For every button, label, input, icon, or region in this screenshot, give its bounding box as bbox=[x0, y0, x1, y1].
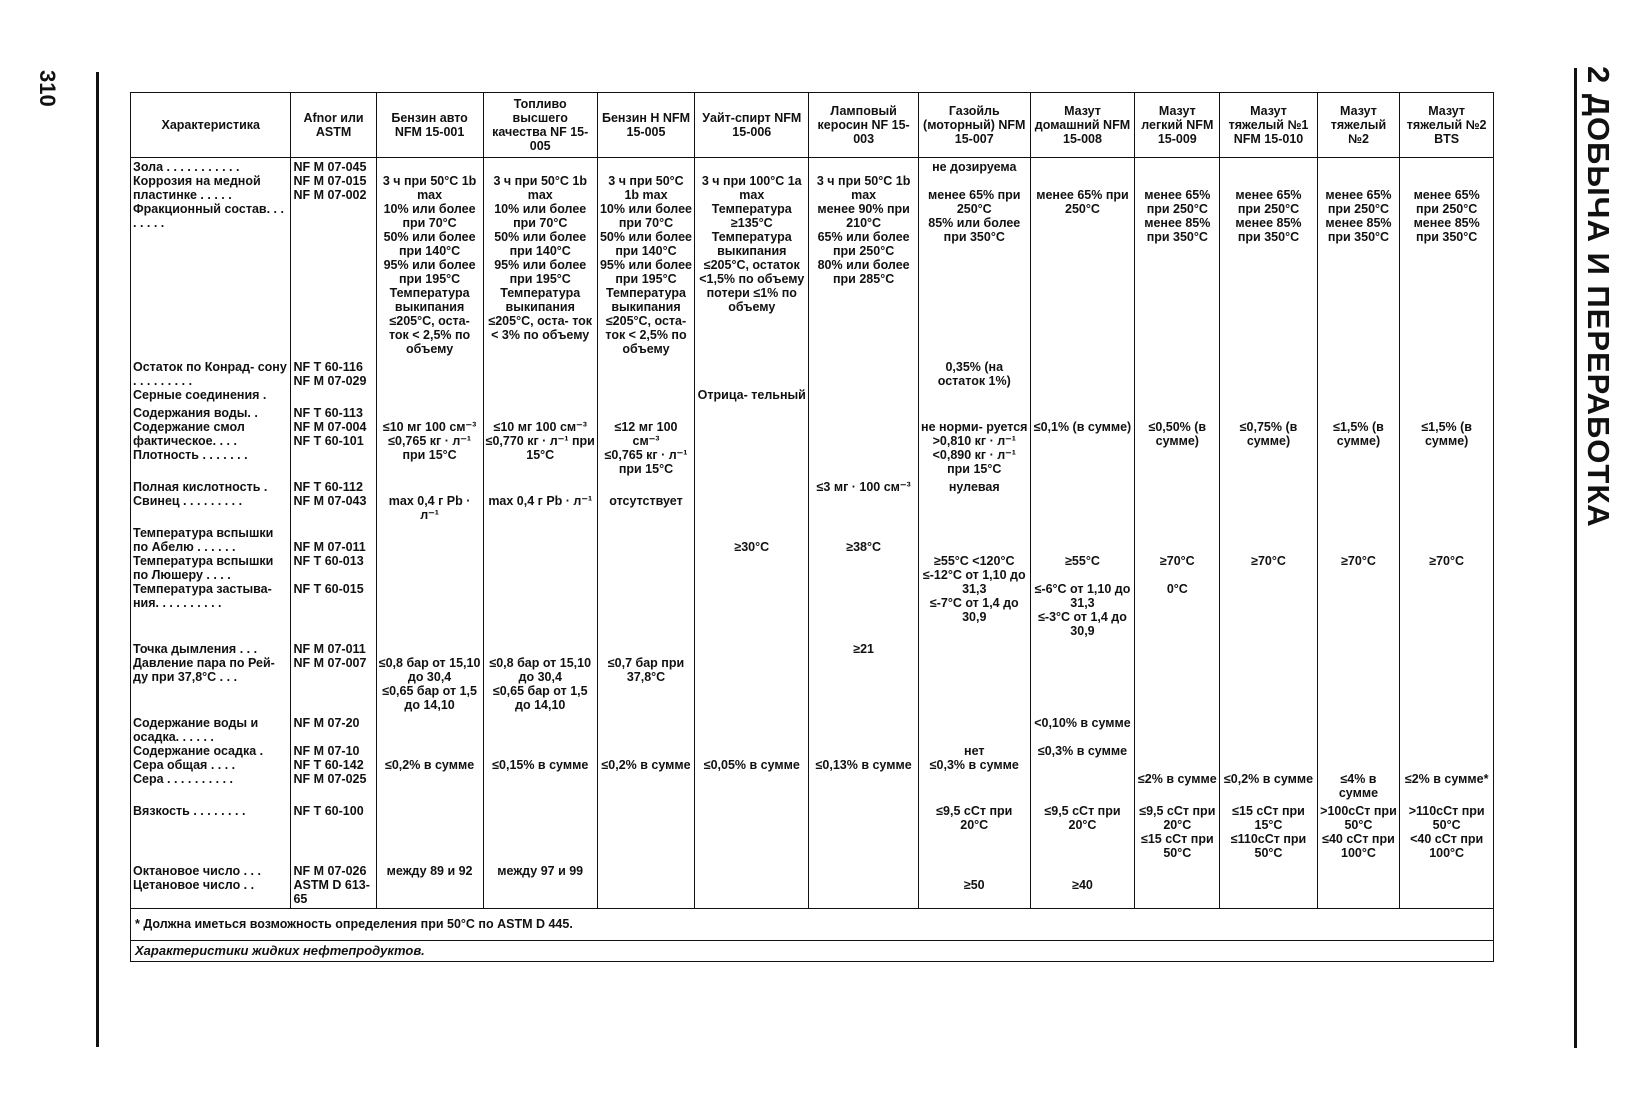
column-header: Характеристика bbox=[131, 93, 291, 158]
value-cell: ≤0,8 бар от 15,10 до 30,4 ≤0,65 бар от 1,5 до 14,10 bbox=[483, 640, 597, 714]
value-cell: 3 ч при 50°С 1b max менее 90% при 210°С 65% или более при 250°С 80% или более при 285°С bbox=[809, 158, 918, 359]
value-cell bbox=[376, 524, 483, 640]
value-cell: ≤0,7 бар при 37,8°С bbox=[597, 640, 694, 714]
characteristic-cell: Зола . . . . . . . . . . . Коррозия на медной пластинке . . . . . Фракционный состав. . . . . . . . bbox=[131, 158, 291, 359]
value-cell: 3 ч при 50°С 1b max 10% или более при 70°С 50% или более при 140°С 95% или более при 195°С Температура выкипания ≤205°С, оста- ток < 3% по объему bbox=[483, 158, 597, 359]
value-cell: менее 65% при 250°С bbox=[1030, 158, 1135, 359]
value-cell: ≤0,05% в сумме bbox=[695, 714, 809, 802]
value-cell: отсутствует bbox=[597, 478, 694, 524]
value-cell bbox=[695, 802, 809, 862]
column-header: Уайт-спирт NFM 15-006 bbox=[695, 93, 809, 158]
value-cell: ≤0,2% в сумме bbox=[1220, 714, 1317, 802]
table-row bbox=[131, 640, 1494, 714]
characteristic-cell: Полная кислотность . Свинец . . . . . . . . . bbox=[131, 478, 291, 524]
value-cell: ≥21 bbox=[809, 640, 918, 714]
column-header: Газойль (моторный) NFM 15-007 bbox=[918, 93, 1030, 158]
characteristic-cell: Температура вспышки по Абелю . . . . . . Температура вспышки по Люшеру . . . . Температура застыва- ния. . . . . . . . . . bbox=[131, 524, 291, 640]
standard-cell: NF T 60-113 NF M 07-004 NF T 60-101 bbox=[291, 404, 376, 478]
value-cell: ≤0,13% в сумме bbox=[809, 714, 918, 802]
table-row bbox=[131, 802, 1494, 862]
characteristic-cell: Содержание воды и осадка. . . . . . Содержание осадка . Сера общая . . . . Сера . . . . . . . . . . bbox=[131, 714, 291, 802]
value-cell bbox=[1135, 358, 1220, 404]
right-margin-rule bbox=[1574, 68, 1577, 1048]
value-cell: ≥40 bbox=[1030, 862, 1135, 909]
value-cell bbox=[597, 358, 694, 404]
value-cell bbox=[1317, 640, 1400, 714]
value-cell: 0,35% (на остаток 1%) bbox=[918, 358, 1030, 404]
value-cell: 3 ч при 50°С 1b max 10% или более при 70°С 50% или более при 140°С 95% или более при 195°С Температура выкипания ≤205°С, оста- ток < 2,5% по объему bbox=[376, 158, 483, 359]
value-cell bbox=[483, 524, 597, 640]
value-cell bbox=[695, 478, 809, 524]
value-cell: ≥55°С ≤-6°С от 1,10 до 31,3 ≤-3°С от 1,4 до 30,9 bbox=[1030, 524, 1135, 640]
value-cell bbox=[1030, 358, 1135, 404]
value-cell: ≤9,5 сСт при 20°С bbox=[918, 802, 1030, 862]
column-header: Мазут тяжелый №2 BTS bbox=[1400, 93, 1494, 158]
table-row bbox=[131, 478, 1494, 524]
value-cell: ≤0,2% в сумме bbox=[376, 714, 483, 802]
characteristic-cell: Вязкость . . . . . . . . bbox=[131, 802, 291, 862]
value-cell: ≤2% в сумме* bbox=[1400, 714, 1494, 802]
value-cell: ≤9,5 сСт при 20°С bbox=[1030, 802, 1135, 862]
value-cell bbox=[1030, 640, 1135, 714]
properties-table bbox=[130, 92, 1494, 909]
value-cell bbox=[918, 640, 1030, 714]
value-cell bbox=[1135, 640, 1220, 714]
header-row bbox=[131, 93, 1494, 158]
standard-cell: NF M 07-011 NF T 60-013 NF T 60-015 bbox=[291, 524, 376, 640]
value-cell bbox=[1135, 862, 1220, 909]
table-container bbox=[130, 92, 1494, 962]
column-header: Мазут легкий NFM 15-009 bbox=[1135, 93, 1220, 158]
value-cell: ≤1,5% (в сумме) bbox=[1400, 404, 1494, 478]
value-cell: max 0,4 г Pb · л⁻¹ bbox=[376, 478, 483, 524]
value-cell bbox=[483, 802, 597, 862]
page-number: 310 bbox=[35, 70, 60, 107]
value-cell: ≤0,75% (в сумме) bbox=[1220, 404, 1317, 478]
value-cell: ≤0,15% в сумме bbox=[483, 714, 597, 802]
value-cell bbox=[597, 524, 694, 640]
value-cell: менее 65% при 250°С менее 85% при 350°С bbox=[1317, 158, 1400, 359]
value-cell: ≤0,2% в сумме bbox=[597, 714, 694, 802]
column-header: Afnor или ASTM bbox=[291, 93, 376, 158]
value-cell bbox=[1317, 862, 1400, 909]
standard-cell: NF T 60-112 NF M 07-043 bbox=[291, 478, 376, 524]
left-margin-rule bbox=[96, 72, 99, 1047]
table-row bbox=[131, 714, 1494, 802]
value-cell bbox=[809, 358, 918, 404]
characteristic-cell: Содержания воды. . Содержание смол фактическое. . . . Плотность . . . . . . . bbox=[131, 404, 291, 478]
value-cell bbox=[809, 404, 918, 478]
value-cell bbox=[1220, 478, 1317, 524]
value-cell bbox=[597, 862, 694, 909]
value-cell: нулевая bbox=[918, 478, 1030, 524]
value-cell: ≤0,8 бар от 15,10 до 30,4 ≤0,65 бар от 1,5 до 14,10 bbox=[376, 640, 483, 714]
value-cell: ≥55°С <120°С ≤-12°С от 1,10 до 31,3 ≤-7°С от 1,4 до 30,9 bbox=[918, 524, 1030, 640]
column-header: Мазут домашний NFM 15-008 bbox=[1030, 93, 1135, 158]
table-row bbox=[131, 404, 1494, 478]
value-cell: ≤15 сСт при 15°С ≤110сСт при 50°С bbox=[1220, 802, 1317, 862]
column-header: Ламповый керосин NF 15-003 bbox=[809, 93, 918, 158]
table-row bbox=[131, 358, 1494, 404]
value-cell: ≤9,5 сСт при 20°С ≤15 сСт при 50°С bbox=[1135, 802, 1220, 862]
value-cell: 3 ч при 50°С 1b max 10% или более при 70°С 50% или более при 140°С 95% или более при 195°С Температура выкипания ≤205°С, оста- ток < 2,5% по объему bbox=[597, 158, 694, 359]
value-cell: между 89 и 92 bbox=[376, 862, 483, 909]
value-cell bbox=[483, 358, 597, 404]
value-cell: ≤10 мг 100 см⁻³ ≤0,770 кг · л⁻¹ при 15°С bbox=[483, 404, 597, 478]
column-header: Бензин Н NFM 15-005 bbox=[597, 93, 694, 158]
value-cell: менее 65% при 250°С менее 85% при 350°С bbox=[1135, 158, 1220, 359]
value-cell: между 97 и 99 bbox=[483, 862, 597, 909]
value-cell: менее 65% при 250°С менее 85% при 350°С bbox=[1220, 158, 1317, 359]
chapter-title: 2 ДОБЫЧА И ПЕРЕРАБОТКА bbox=[1581, 66, 1616, 528]
value-cell bbox=[695, 404, 809, 478]
column-header: Мазут тяжелый №1 NFM 15-010 bbox=[1220, 93, 1317, 158]
standard-cell: NF T 60-116 NF M 07-029 bbox=[291, 358, 376, 404]
value-cell bbox=[1135, 478, 1220, 524]
value-cell bbox=[1220, 358, 1317, 404]
value-cell bbox=[695, 862, 809, 909]
column-header: Мазут тяжелый №2 bbox=[1317, 93, 1400, 158]
table-row bbox=[131, 862, 1494, 909]
value-cell: ≥30°С bbox=[695, 524, 809, 640]
value-cell: ≥70°С 0°С bbox=[1135, 524, 1220, 640]
column-header: Топливо высшего качества NF 15-005 bbox=[483, 93, 597, 158]
value-cell bbox=[597, 802, 694, 862]
value-cell bbox=[809, 862, 918, 909]
characteristic-cell: Остаток по Конрад- сону . . . . . . . . . Серные соединения . bbox=[131, 358, 291, 404]
value-cell: ≤10 мг 100 см⁻³ ≤0,765 кг · л⁻¹ при 15°С bbox=[376, 404, 483, 478]
value-cell: ≤0,1% (в сумме) bbox=[1030, 404, 1135, 478]
value-cell bbox=[1220, 862, 1317, 909]
table-body bbox=[131, 158, 1494, 909]
value-cell: ≥50 bbox=[918, 862, 1030, 909]
value-cell: >110сСт при 50°С <40 сСт при 100°С bbox=[1400, 802, 1494, 862]
value-cell: <0,10% в сумме ≤0,3% в сумме bbox=[1030, 714, 1135, 802]
standard-cell: NF M 07-20 NF M 07-10 NF T 60-142 NF M 07-025 bbox=[291, 714, 376, 802]
value-cell: менее 65% при 250°С менее 85% при 350°С bbox=[1400, 158, 1494, 359]
value-cell bbox=[695, 640, 809, 714]
value-cell bbox=[376, 802, 483, 862]
standard-cell: NF T 60-100 bbox=[291, 802, 376, 862]
value-cell: max 0,4 г Pb · л⁻¹ bbox=[483, 478, 597, 524]
value-cell: не норми- руется >0,810 кг · л⁻¹ <0,890 кг · л⁻¹ при 15°С bbox=[918, 404, 1030, 478]
value-cell: ≤1,5% (в сумме) bbox=[1317, 404, 1400, 478]
value-cell: ≥70°С bbox=[1220, 524, 1317, 640]
value-cell bbox=[376, 358, 483, 404]
value-cell: ≤4% в сумме bbox=[1317, 714, 1400, 802]
value-cell: ≤0,50% (в сумме) bbox=[1135, 404, 1220, 478]
value-cell: ≤12 мг 100 см⁻³ ≤0,765 кг · л⁻¹ при 15°С bbox=[597, 404, 694, 478]
characteristic-cell: Точка дымления . . . Давление пара по Рей- ду при 37,8°С . . . bbox=[131, 640, 291, 714]
value-cell: ≥38°С bbox=[809, 524, 918, 640]
characteristic-cell: Октановое число . . . Цетановое число . . bbox=[131, 862, 291, 909]
value-cell: ≥70°С bbox=[1317, 524, 1400, 640]
value-cell: нет ≤0,3% в сумме bbox=[918, 714, 1030, 802]
value-cell bbox=[1220, 640, 1317, 714]
value-cell: >100сСт при 50°С ≤40 сСт при 100°С bbox=[1317, 802, 1400, 862]
value-cell bbox=[1400, 478, 1494, 524]
value-cell: ≤2% в сумме bbox=[1135, 714, 1220, 802]
value-cell: ≥70°С bbox=[1400, 524, 1494, 640]
value-cell: 3 ч при 100°С 1a max Температура ≥135°С Температура выкипания ≤205°С, остаток <1,5% по объему потери ≤1% по объему bbox=[695, 158, 809, 359]
value-cell bbox=[1400, 862, 1494, 909]
value-cell: не дозируема менее 65% при 250°С 85% или более при 350°С bbox=[918, 158, 1030, 359]
column-header: Бензин авто NFM 15-001 bbox=[376, 93, 483, 158]
table-footnote: * Должна иметься возможность определения при 50°С по ASTM D 445. bbox=[130, 909, 1494, 941]
value-cell: ≤3 мг · 100 см⁻³ bbox=[809, 478, 918, 524]
value-cell bbox=[1400, 358, 1494, 404]
standard-cell: NF M 07-011 NF M 07-007 bbox=[291, 640, 376, 714]
value-cell bbox=[1030, 478, 1135, 524]
value-cell bbox=[809, 802, 918, 862]
value-cell bbox=[1317, 478, 1400, 524]
table-row bbox=[131, 158, 1494, 359]
standard-cell: NF M 07-026 ASTM D 613-65 bbox=[291, 862, 376, 909]
table-row bbox=[131, 524, 1494, 640]
value-cell bbox=[1317, 358, 1400, 404]
table-caption: Характеристики жидких нефтепродуктов. bbox=[130, 941, 1494, 962]
value-cell: Отрица- тельный bbox=[695, 358, 809, 404]
value-cell bbox=[1400, 640, 1494, 714]
standard-cell: NF M 07-045 NF M 07-015 NF M 07-002 bbox=[291, 158, 376, 359]
